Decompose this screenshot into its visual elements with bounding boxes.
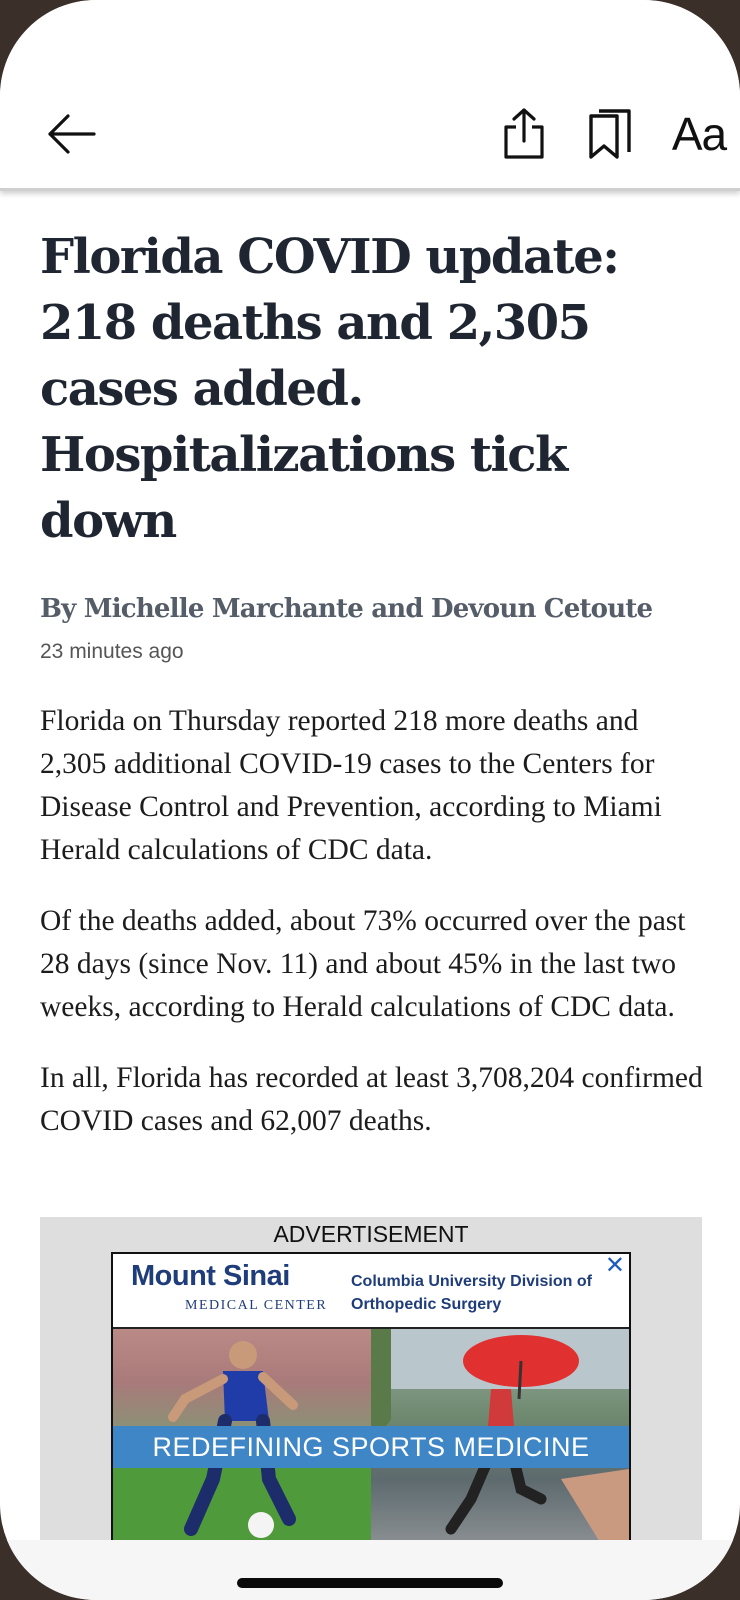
ad-banner-text: REDEFINING SPORTS MEDICINE <box>113 1426 629 1468</box>
article-body <box>40 224 704 1143</box>
ad-brand-subtitle: MEDICAL CENTER <box>185 1298 328 1313</box>
close-icon[interactable]: ✕ <box>604 1252 625 1279</box>
share-icon <box>502 107 546 161</box>
bookmark-button[interactable] <box>582 104 638 164</box>
ad-partner-text <box>351 1270 592 1316</box>
ad-brand-logo: Mount Sinai <box>131 1260 290 1292</box>
back-button[interactable] <box>40 104 100 164</box>
paragraph: Of the deaths added, about 73% occurred over the past 28 days (since Nov. 11) and about 45% in the last two weeks, according to Herald calculations of CDC data. <box>40 905 686 1023</box>
bookmark-icon <box>587 108 633 160</box>
paragraph: Florida on Thursday reported 218 more deaths and 2,305 additional COVID-19 cases to the Centers for Disease Control and Prevention, according to Miami Herald calculations of CDC data. <box>40 705 662 866</box>
top-toolbar <box>0 0 740 191</box>
advertisement-label: ADVERTISEMENT <box>273 1221 469 1247</box>
ad-header <box>113 1254 629 1329</box>
bottom-bar <box>0 1540 740 1600</box>
advertisement-container <box>40 1217 702 1540</box>
arrow-left-icon <box>44 112 96 156</box>
text-size-button[interactable]: Aa <box>671 108 727 160</box>
ad-creative[interactable] <box>111 1252 631 1546</box>
byline[interactable]: By Michelle Marchante and Devoun Cetoute <box>40 594 653 624</box>
headline: Florida COVID update: 218 deaths and 2,305 cases added. Hospitalizations tick down <box>40 229 619 549</box>
ad-partner-line: Columbia University Division of <box>351 1273 592 1290</box>
home-indicator[interactable] <box>237 1578 503 1588</box>
timestamp: 23 minutes ago <box>40 640 184 663</box>
paragraph: In all, Florida has recorded at least 3,708,204 confirmed COVID cases and 62,007 deaths. <box>40 1062 703 1137</box>
share-button[interactable] <box>496 104 552 164</box>
ad-partner-line: Orthopedic Surgery <box>351 1296 502 1313</box>
